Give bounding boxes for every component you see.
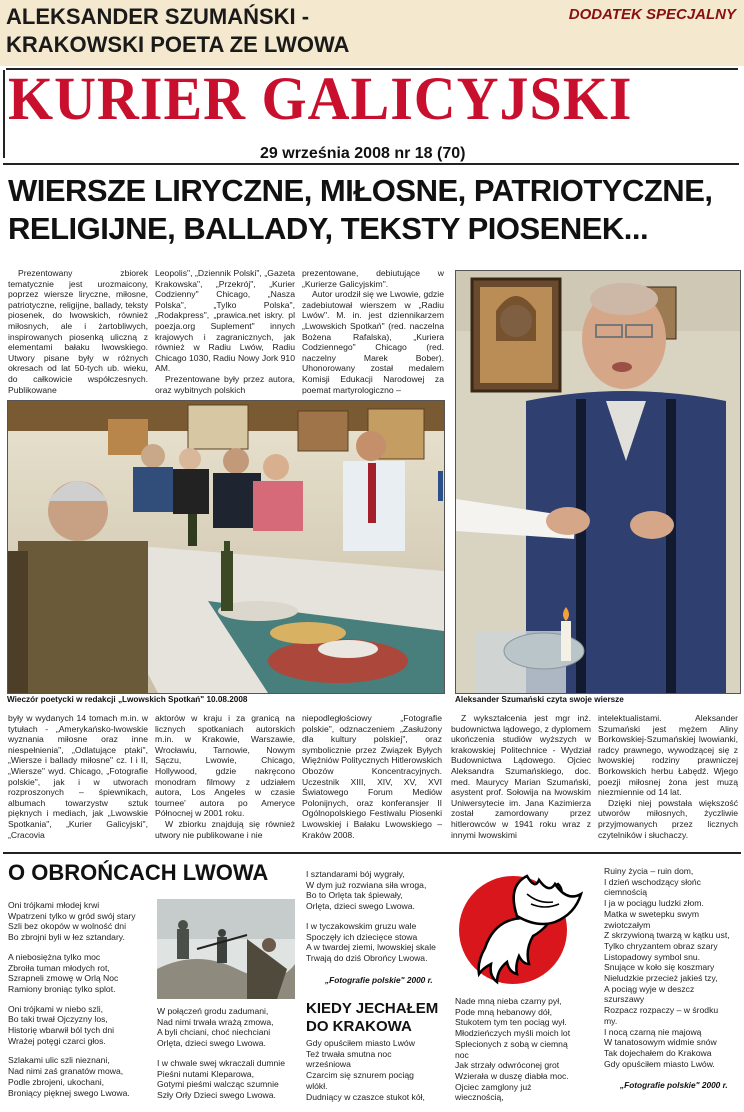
- poem-line: wiecznością,: [455, 1092, 504, 1103]
- poem-stanza: [157, 1058, 302, 1101]
- poem-line: I dzień wschodzący słońc: [604, 876, 701, 887]
- header-headline-line1: ALEKSANDER SZUMAŃSKI -: [6, 4, 310, 29]
- poem-line: Wpatrzeni tylko w gród swój stary: [8, 910, 136, 921]
- poem-line: Listopadowy symbol snu.: [604, 951, 701, 962]
- article-col1-bottom: [8, 713, 148, 840]
- article-col4-bottom: [451, 713, 591, 840]
- poem2-title-line: KIEDY JECHAŁEM: [306, 1000, 439, 1017]
- poem-stanza: [157, 1006, 302, 1049]
- poem-line: Tak dojechałem do Krakowa: [604, 1047, 712, 1058]
- poem2-title-line: DO KRAKOWA: [306, 1018, 412, 1035]
- poem-stanza: [8, 1055, 153, 1098]
- header-headline-line2: KRAKOWSKI POETA ZE LWOWA: [6, 32, 350, 57]
- battle-illustration: [157, 899, 295, 999]
- poem-line: A w twardej ziemi, lwowskiej skale: [306, 942, 436, 953]
- poem-line: Szrapneli zmowę w Orlą Noc: [8, 973, 119, 984]
- masthead-rule-bottom: [3, 163, 739, 165]
- supplement-label: DODATEK SPECJALNY: [568, 6, 736, 23]
- poem-line: Szły Orły Dzieci swego Lwowa.: [157, 1089, 276, 1100]
- poem-line: Oni trójkami w niebo szli,: [8, 1003, 104, 1014]
- poem-line: Zbroiła tuman młodych rot,: [8, 962, 110, 973]
- poem-line: Stukotem tym ten pociąg wył.: [455, 1017, 567, 1028]
- poem-line: Młodzieńczych myśli moich lot: [455, 1028, 571, 1039]
- poem-stanza: [8, 900, 153, 943]
- poem-line: I nocą czarną nie majową: [604, 1026, 702, 1037]
- poem1-col1: [8, 900, 153, 1107]
- article-paragraph: Prezentowany zbiorek tematycznie jest urozmaicony, poprzez wiersze liryczne, miłosne, patriotyczne, religijne, ballady, teksty piosenek, do lwowskich, również miłosnych, ale i żartobliwych, inspirowanych piosenką uliczną z elementami bałaku lwowskiego. Utwory pisane były w różnych okresach od lat 50-tych ub. wieku, do całkowicie współczesnych. Publikowane: [8, 268, 148, 395]
- poem-line: W połączeń grodu zadumani,: [157, 1006, 269, 1016]
- poem-section-title: O OBROŃCACH LWOWA: [8, 860, 269, 885]
- poem2-col2: [455, 996, 600, 1112]
- poem-line: Bo to Orlęta tak śpiewały,: [306, 890, 403, 901]
- poem2-col3: [604, 866, 742, 1078]
- poem-line: wlókł.: [306, 1080, 328, 1091]
- poem-stanza: [8, 952, 153, 995]
- poem-line: Historię wbarwił ból tych dni: [8, 1025, 115, 1036]
- poem-line: A byli chciani, choć niechciani: [157, 1027, 271, 1038]
- poem-line: Nieludzkie przecież jakieś tzy,: [604, 973, 718, 984]
- poem-line: Szli bez okopów w wolność dni: [8, 921, 126, 932]
- poem-line: Ramiony broniąc tylko splot.: [8, 983, 116, 994]
- photo-caption-left: Wieczór poetycki w redakcji „Lwowskich Spotkań" 10.08.2008: [7, 695, 248, 704]
- poem-line: A pociąg wyje w deszcz: [604, 983, 695, 994]
- poem-stanza: [604, 866, 742, 1069]
- poem-line: ciemnością: [604, 887, 647, 898]
- poem-line: Nad nimi zaś granatów mowa,: [8, 1066, 124, 1077]
- poem2-signature: „Fotografie polskie" 2000 r.: [620, 1080, 728, 1090]
- poem-line: zwiotczałym: [604, 919, 651, 930]
- poem-line: Jak strzały odwróconej grot: [455, 1060, 560, 1071]
- article-col2-bottom: [155, 713, 295, 840]
- poem1-col3: [306, 869, 451, 973]
- main-headline: WIERSZE LIRYCZNE, MIŁOSNE, PATRIOTYCZNE, RELIGIJNE, BALLADY, TEKSTY PIOSENEK...: [8, 173, 713, 246]
- photo-author-reading: [455, 270, 741, 694]
- article-paragraph: niepodległościowy „Fotografie polskie", odznaczeniem „Zasłużony dla kultury polskiej", oraz symbolicznie przez Związek Byłych Więźniów Politycznych Hitlerowskich Obozów Koncentracyjnych. Uczestnik XIII, XIV, XV, XVI Światowego Forum Mediów Polonijnych, oraz konferansjer II Ogólnopolskiego Festiwalu Piosenki Lwowskiej i Bałaku Lwowskiego – Kraków 2008.: [302, 713, 442, 840]
- poem-line: Snujące w koło się koszmary: [604, 962, 715, 973]
- article-paragraph: aktorów w kraju i za granicą na licznych spotkaniach autorskich m.in. w Krakowie, Warszawie, Wrocławiu, Tarnowie, Nowym Sączu, Lwowie, Chicago, Hollywood, gdzie nakręcono monodram filmowy z udziałem autora, Los Angeles w czasie tournee' autora po Ameryce Północnej w 2001 roku.: [155, 713, 295, 819]
- poem-line: Szlakami ulic szli nieznani,: [8, 1055, 110, 1066]
- poem-line: Dudniący w czaszce stukot kół,: [306, 1091, 425, 1102]
- poem-stanza: [306, 921, 451, 964]
- poem-line: Tylko chryzantem obraz szary: [604, 940, 718, 951]
- poem-line: Czarcim się sznurem pociąg: [306, 1070, 414, 1081]
- photo-author-reading-image: [456, 271, 740, 693]
- masthead-side-rule: [3, 70, 5, 158]
- issue-date: 29 września 2008 nr 18 (70): [260, 145, 466, 162]
- poem-line: Matka w swetерku swym: [604, 908, 700, 919]
- poem-line: Z skrzywioną twarzą w kątku ust,: [604, 930, 730, 941]
- photo-caption-right: Aleksander Szumański czyta swoje wiersze: [455, 695, 624, 704]
- poem-stanza: [8, 1004, 153, 1047]
- photo-poetry-evening-image: [8, 401, 444, 693]
- poem2-col1: [306, 1038, 451, 1111]
- poem-line: W dym już rozwiana siła wroga,: [306, 879, 427, 890]
- poem-line: Gdy opuściłem miasto Lwów.: [604, 1058, 715, 1069]
- article-col3-bottom: [302, 713, 442, 840]
- poem-line: Broniący pięknej swego Lwowa.: [8, 1087, 130, 1098]
- poem-stanza: [306, 1038, 451, 1102]
- poem-line: Gotymi pieśmi walcząc szumnie: [157, 1079, 279, 1090]
- article-col5-bottom: [598, 713, 738, 840]
- article-paragraph: prezentowane, debiutujące w „Kurierze Galicyjskim".: [302, 268, 444, 289]
- poem-line: Nade mną nieba czarny pył,: [455, 996, 562, 1006]
- masthead-title: KURIER GALICYJSKI: [8, 64, 633, 133]
- article-paragraph: Z wykształcenia jest mgr inż. budownictwa lądowego, z dyplomem ukończenia studiów wyższych w krakowskiej Politechnice - Wydział Budownictwa Lądowego. Ojciec Aleksandra Szumańskiego, doc. med. Maurycy Marian Szumański, asystent prof. Sołowija na lwowskim Uniwersytecie im. Jana Kazimierza został zamordowany przez hitlerowców w 1941 roku wraz z innymi lwowskimi: [451, 713, 591, 840]
- poem-line: Pode mną hebanowy dół,: [455, 1006, 552, 1017]
- article-paragraph: Autor urodził się we Lwowie, gdzie zadebiutował wierszem w „Radiu Lwów". M. in. jest dziennikarzem „Lwowskich Spotkań" (red. naczelna Bożena Rafalska), „Kuriera Codziennego" Chicago (red. naczelny Marek Bober). Uhonorowany został medalem Komisji Edukacji Narodowej za poemat martyrologiczno –: [302, 289, 444, 395]
- poem-line: Rozpacz rozpaczy – w środku: [604, 1005, 719, 1016]
- poem-line: wrześniowa: [306, 1059, 351, 1070]
- poem-line: I ja w pociągu ludzki złom.: [604, 898, 704, 909]
- article-paragraph: Dzięki niej powstała większość utworów miłosnych, życzliwie przyjmowanych przez licznych czytelników i słuchaczy.: [598, 797, 738, 840]
- poem-line: szurszawy: [604, 994, 645, 1005]
- poem-line: Też trwała smutna noc: [306, 1048, 392, 1059]
- poem-line: my.: [604, 1015, 618, 1026]
- poem1-col2: [157, 1006, 302, 1110]
- poem-line: A niebosiężna tylko moc: [8, 951, 101, 962]
- poem2-title: [306, 1000, 438, 1036]
- poem-line: Splecionych z sobą w ciemną: [455, 1038, 568, 1049]
- article-paragraph: Prezentowane były przez autora, oraz wybitnych polskich: [155, 373, 295, 395]
- article-paragraph: intelektualistami. Aleksander Szumański jest mężem Aliny Borkowskiej-Szumańskiej lwowianki, radcy prawnego, wywodzącej się z lwowskiej rodziny prawniczej Borkowskich herbu Łabędź. Wjego poezji miłosnej żona jest muzą niezmiennie od 14 lat.: [598, 713, 738, 798]
- poem-line: Nad nimi trwała wrażą zmowa,: [157, 1016, 274, 1027]
- poem-line: W tanatosowym widmie snów: [604, 1037, 717, 1048]
- poem-line: Trwają do dziś Obrońcy Lwowa.: [306, 952, 428, 963]
- poem-line: Wrażej potęgi czarci głos.: [8, 1035, 106, 1046]
- poem-line: noc: [455, 1049, 469, 1060]
- poem-stanza: [306, 869, 451, 912]
- poem-line: I sztandarami bój wygrały,: [306, 869, 405, 879]
- article-col2-top: [155, 268, 295, 395]
- poem-line: I w chwale swej wkraczali dumnie: [157, 1057, 285, 1068]
- section-divider: [3, 852, 741, 854]
- poem-line: Podle zbrojeni, ukochani,: [8, 1076, 105, 1087]
- poem-line: Spoczęły ich dziecięce stowa: [306, 931, 418, 942]
- poem-line: Bo taki trwał Ojczyzny los,: [8, 1014, 108, 1025]
- battle-illustration-image: [157, 899, 295, 999]
- article-paragraph: Leopolis", „Dziennik Polski", „Gazeta Krakowska", „Przekrój", „Kurier Codzienny" Chicago, „Nasza Polska", „Tylko Polska", „Rodakpress", „prawica.net iskry. pl poezja.org Suplement" innych krajowych i zagranicznych, jak również w Radiu Lwów, Radiu Chicago 1030, Radiu Nowy Jork 910 AM.: [155, 268, 295, 374]
- poem-line: Gdy opuściłem miasto Lwów: [306, 1038, 415, 1048]
- poem-stanza: [455, 996, 600, 1103]
- poem-line: Wzierała w duszę diabła moc.: [455, 1070, 569, 1081]
- article-col1-top: [8, 268, 148, 395]
- article-paragraph: W zbiorku znajdują się również utwory nie publikowane i nie: [155, 818, 295, 840]
- poem-line: Bo zbrojni byli w łez sztandary.: [8, 932, 125, 943]
- poem-line: I w tyczakowskim gruzu wale: [306, 920, 417, 931]
- article-col3-top: [302, 268, 444, 395]
- poem-line: Oni trójkami młodej krwi: [8, 900, 100, 910]
- poem-line: Ruiny życia – ruin dom,: [604, 866, 694, 876]
- poem-line: Orlęta, dzieci swego Lwowa.: [157, 1038, 266, 1049]
- poem-line: Ojciec zamglony już: [455, 1081, 532, 1092]
- poem-line: Pieśni nutami Kleparowa,: [157, 1068, 254, 1079]
- photo-poetry-evening: [7, 400, 445, 694]
- pegasus-icon: [455, 868, 595, 988]
- article-paragraph: były w wydanych 14 tomach m.in. w tytułach - „Amerykańsko-lwowskie wyznania miłosne oraz inne niespełnienia", „Odlatujące ptaki", „Wiersze i ballady miłosne" cz. I i II, „Wiersze" wyd. Chicago, „Fotografie polskie", jak i w utworach rozproszonych – śpiewnikach, albumach towarzystw sztuk pięknych i mediach, jak „Lwowskie Spotkania", „Kurier Galicyjski", „Cracovia: [8, 713, 148, 840]
- pegasus-emblem: [455, 868, 595, 988]
- poem-line: Orlęta, dzieci swego Lwowa.: [306, 901, 415, 912]
- poem1-signature: „Fotografie polskie" 2000 r.: [325, 975, 433, 985]
